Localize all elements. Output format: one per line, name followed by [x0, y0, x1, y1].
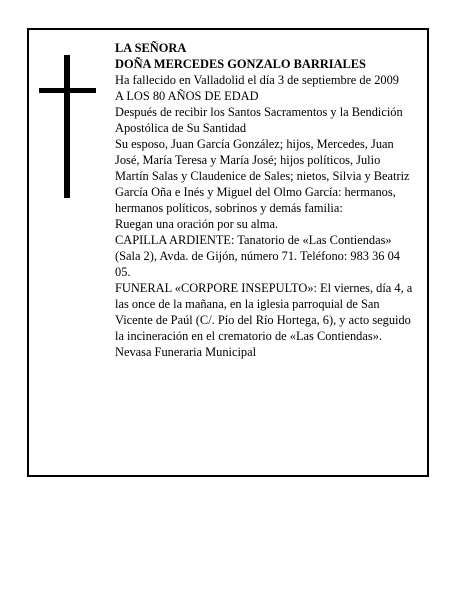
latin-cross-icon	[39, 55, 96, 198]
age-statement: A LOS 80 AÑOS DE EDAD	[115, 89, 259, 103]
deceased-name: DOÑA MERCEDES GONZALO BARRIALES	[115, 57, 366, 71]
chapel-info: CAPILLA ARDIENTE: Tanatorio de «Las Contiendas» (Sala 2), Avda. de Gijón, número 71. Teléfono: 983 36 04 05.	[115, 233, 400, 279]
funeral-info: FUNERAL «CORPORE INSEPULTO»: El viernes, día 4, a las once de la mañana, en la iglesia parroquial de San Vicente de Paúl (C/. Pío del Río Hortega, 6), y acto seguido la incineración en el crematorio de «Las Contiendas».	[115, 281, 413, 343]
cross-horizontal-bar	[39, 88, 96, 93]
family-list: Su esposo, Juan García González; hijos, Mercedes, Juan José, María Teresa y María José; hijos políticos, Julio Martín Salas y Claudenice de Sales; nietos, Silvia y Beatriz García Oña e Inés y Miguel del Olmo García: hermanos, hermanos políticos, sobrinos y demás familia:	[115, 137, 410, 215]
funeral-home: Nevasa Funeraria Municipal	[115, 345, 257, 359]
prayer-request: Ruegan una oración por su alma.	[115, 217, 279, 231]
notice-text	[115, 40, 413, 360]
sacraments-statement: Después de recibir los Santos Sacramentos y la Bendición Apostólica de Su Santidad	[115, 105, 403, 135]
obituary-notice	[27, 28, 429, 477]
notice-title: LA SEÑORA	[115, 41, 187, 55]
cross-vertical-bar	[64, 55, 70, 198]
death-statement: Ha fallecido en Valladolid el día 3 de septiembre de 2009	[115, 73, 399, 87]
